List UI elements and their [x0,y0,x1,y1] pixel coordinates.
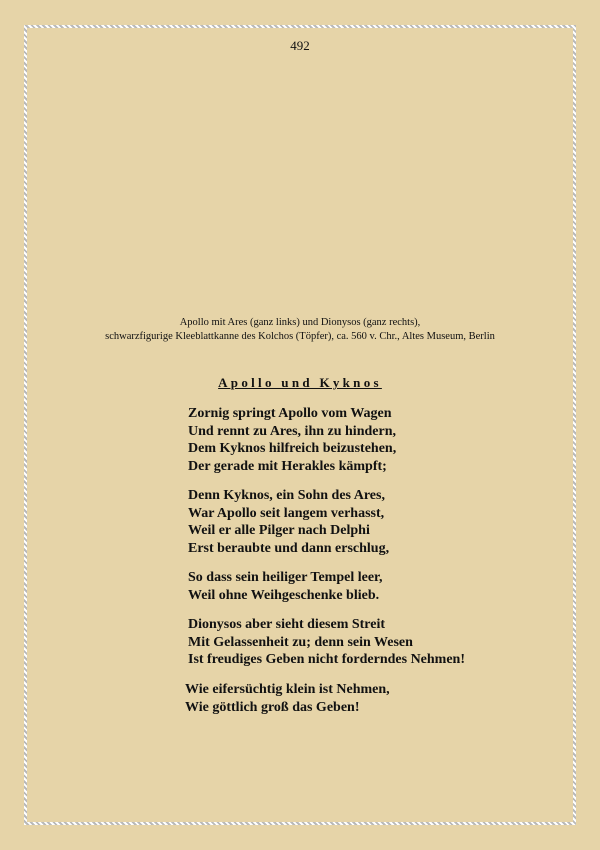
poem-title: Apollo und Kyknos [218,375,382,390]
poem-line: Denn Kyknos, ein Sohn des Ares, [188,488,385,503]
poem-line: Erst beraubte und dann erschlug, [188,540,390,556]
page-number: 492 [290,38,310,53]
poem-line: War Apollo seit langem verhasst, [188,505,385,521]
poem-stanza [188,487,389,557]
poem-line: Wie eifersüchtig klein ist Nehmen, [185,682,390,697]
caption-line: Apollo mit Ares (ganz links) und Dionysos (ganz rechts), [179,317,421,328]
poem-line: Zornig springt Apollo vom Wagen [188,406,392,421]
poem-line: Weil ohne Weihgeschenke blieb. [188,587,380,603]
poem-stanza [188,405,396,475]
caption-line: schwarzfigurige Kleeblattkanne des Kolchos (Töpfer), ca. 560 v. Chr., Altes Museum, Berlin [105,331,495,342]
poem-line: Mit Gelassenheit zu; denn sein Wesen [188,634,413,650]
poem-line: Ist freudiges Geben nicht forderndes Nehmen! [188,652,466,667]
poem-line: So dass sein heiliger Tempel leer, [188,570,383,585]
poem-line: Dionysos aber sieht diesem Streit [188,617,386,632]
poem-line: Weil er alle Pilger nach Delphi [188,523,370,538]
poem-line: Der gerade mit Herakles kämpft; [188,458,387,474]
image-caption [0,316,600,344]
poem-line: Dem Kyknos hilfreich beizustehen, [188,441,397,456]
poem-line: Und rennt zu Ares, ihn zu hindern, [188,423,396,439]
poem-stanza [185,681,390,716]
poem-stanza [188,616,465,669]
poem-line: Wie göttlich groß das Geben! [185,699,360,715]
poem-stanza [188,569,382,604]
